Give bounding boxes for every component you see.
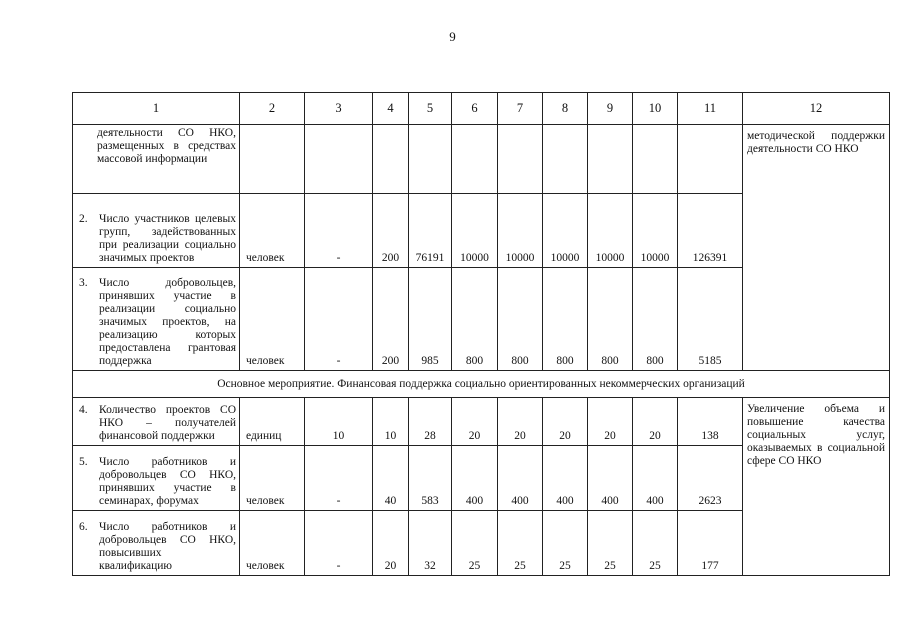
value-cell: 25 xyxy=(543,511,588,576)
value-cell: 32 xyxy=(409,511,452,576)
column-header: 8 xyxy=(543,93,588,125)
column-header: 3 xyxy=(305,93,373,125)
unit-cell: человек xyxy=(240,511,305,576)
value-cell: 25 xyxy=(588,511,633,576)
total-cell: 5185 xyxy=(678,268,743,371)
value-cell: 10000 xyxy=(633,194,678,268)
value-cell: 583 xyxy=(409,446,452,511)
value-cell: 800 xyxy=(543,268,588,371)
value-cell: 20 xyxy=(543,398,588,446)
column-header: 2 xyxy=(240,93,305,125)
indicator-text: Число работников и добровольцев СО НКО, принявших участие в семинарах, форумах xyxy=(99,456,236,507)
column-header: 5 xyxy=(409,93,452,125)
value-cell: 40 xyxy=(373,446,409,511)
value-cell: 10000 xyxy=(498,194,543,268)
value-cell: 20 xyxy=(633,398,678,446)
value-cell: 400 xyxy=(498,446,543,511)
value-cell: 20 xyxy=(452,398,498,446)
indicators-table xyxy=(72,92,890,576)
column-header: 9 xyxy=(588,93,633,125)
section-row xyxy=(73,371,890,398)
column-header: 10 xyxy=(633,93,678,125)
row-index: 4. xyxy=(79,404,88,416)
row-index: 3. xyxy=(79,277,88,289)
value-cell xyxy=(498,125,543,194)
value-cell: 10000 xyxy=(452,194,498,268)
total-cell: 138 xyxy=(678,398,743,446)
value-cell xyxy=(543,125,588,194)
value-cell: 25 xyxy=(452,511,498,576)
value-cell xyxy=(305,125,373,194)
value-cell: 20 xyxy=(373,511,409,576)
unit-cell: единиц xyxy=(240,398,305,446)
indicator-text: Число участников целевых групп, задействованных при реализации социально значимых проектов xyxy=(99,213,236,264)
page-number: 9 xyxy=(449,29,456,44)
value-cell xyxy=(452,125,498,194)
indicator-name xyxy=(73,446,240,511)
indicator-name xyxy=(73,398,240,446)
value-cell xyxy=(633,125,678,194)
column-header: 7 xyxy=(498,93,543,125)
value-cell: 28 xyxy=(409,398,452,446)
table-row xyxy=(73,125,890,194)
value-cell xyxy=(409,125,452,194)
value-cell: 800 xyxy=(498,268,543,371)
value-cell: 400 xyxy=(452,446,498,511)
value-cell: 10 xyxy=(305,398,373,446)
unit-cell xyxy=(240,125,305,194)
total-cell: 2623 xyxy=(678,446,743,511)
value-cell: 985 xyxy=(409,268,452,371)
indicator-name xyxy=(73,194,240,268)
value-cell: 25 xyxy=(633,511,678,576)
value-cell: - xyxy=(305,446,373,511)
value-cell: 200 xyxy=(373,194,409,268)
value-cell xyxy=(588,125,633,194)
column-header: 4 xyxy=(373,93,409,125)
value-cell: 400 xyxy=(543,446,588,511)
indicator-name-continued: деятельности СО НКО, размещенных в средствах массовой информации xyxy=(73,125,240,194)
value-cell: 400 xyxy=(588,446,633,511)
value-cell: 400 xyxy=(633,446,678,511)
indicator-text: Число работников и добровольцев СО НКО, повысивших квалификацию xyxy=(99,521,236,572)
indicator-name xyxy=(73,511,240,576)
unit-cell: человек xyxy=(240,194,305,268)
unit-cell: человек xyxy=(240,268,305,371)
value-cell: - xyxy=(305,268,373,371)
column-header: 11 xyxy=(678,93,743,125)
row-index: 2. xyxy=(79,213,88,225)
value-cell xyxy=(373,125,409,194)
total-cell: 126391 xyxy=(678,194,743,268)
value-cell: - xyxy=(305,511,373,576)
total-cell: 177 xyxy=(678,511,743,576)
unit-cell: человек xyxy=(240,446,305,511)
value-cell: 76191 xyxy=(409,194,452,268)
column-header: 12 xyxy=(743,93,890,125)
value-cell: - xyxy=(305,194,373,268)
indicator-name xyxy=(73,268,240,371)
value-cell: 800 xyxy=(633,268,678,371)
row-index: 5. xyxy=(79,456,88,468)
table-row xyxy=(73,398,890,446)
value-cell: 20 xyxy=(588,398,633,446)
indicator-text: Число добровольцев, принявших участие в реализации социально значимых проектов, на реализацию которых предоставлена грантовая поддержка xyxy=(99,277,236,367)
total-cell xyxy=(678,125,743,194)
row-index: 6. xyxy=(79,521,88,533)
column-number-row xyxy=(73,93,890,125)
value-cell: 200 xyxy=(373,268,409,371)
value-cell: 20 xyxy=(498,398,543,446)
value-cell: 25 xyxy=(498,511,543,576)
expected-result-2: Увеличение объема и повышение качества социальных услуг, оказываемых в социальной сфере СО НКО xyxy=(743,398,890,576)
value-cell: 10 xyxy=(373,398,409,446)
section-title: Основное мероприятие. Финансовая поддержка социально ориентированных некоммерческих организаций xyxy=(73,371,890,398)
value-cell: 800 xyxy=(452,268,498,371)
value-cell: 800 xyxy=(588,268,633,371)
column-header: 6 xyxy=(452,93,498,125)
column-header: 1 xyxy=(73,93,240,125)
value-cell: 10000 xyxy=(543,194,588,268)
expected-result-1: методической поддержки деятельности СО НКО xyxy=(743,125,890,371)
indicator-text: Количество проектов СО НКО – получателей финансовой поддержки xyxy=(99,404,236,442)
value-cell: 10000 xyxy=(588,194,633,268)
